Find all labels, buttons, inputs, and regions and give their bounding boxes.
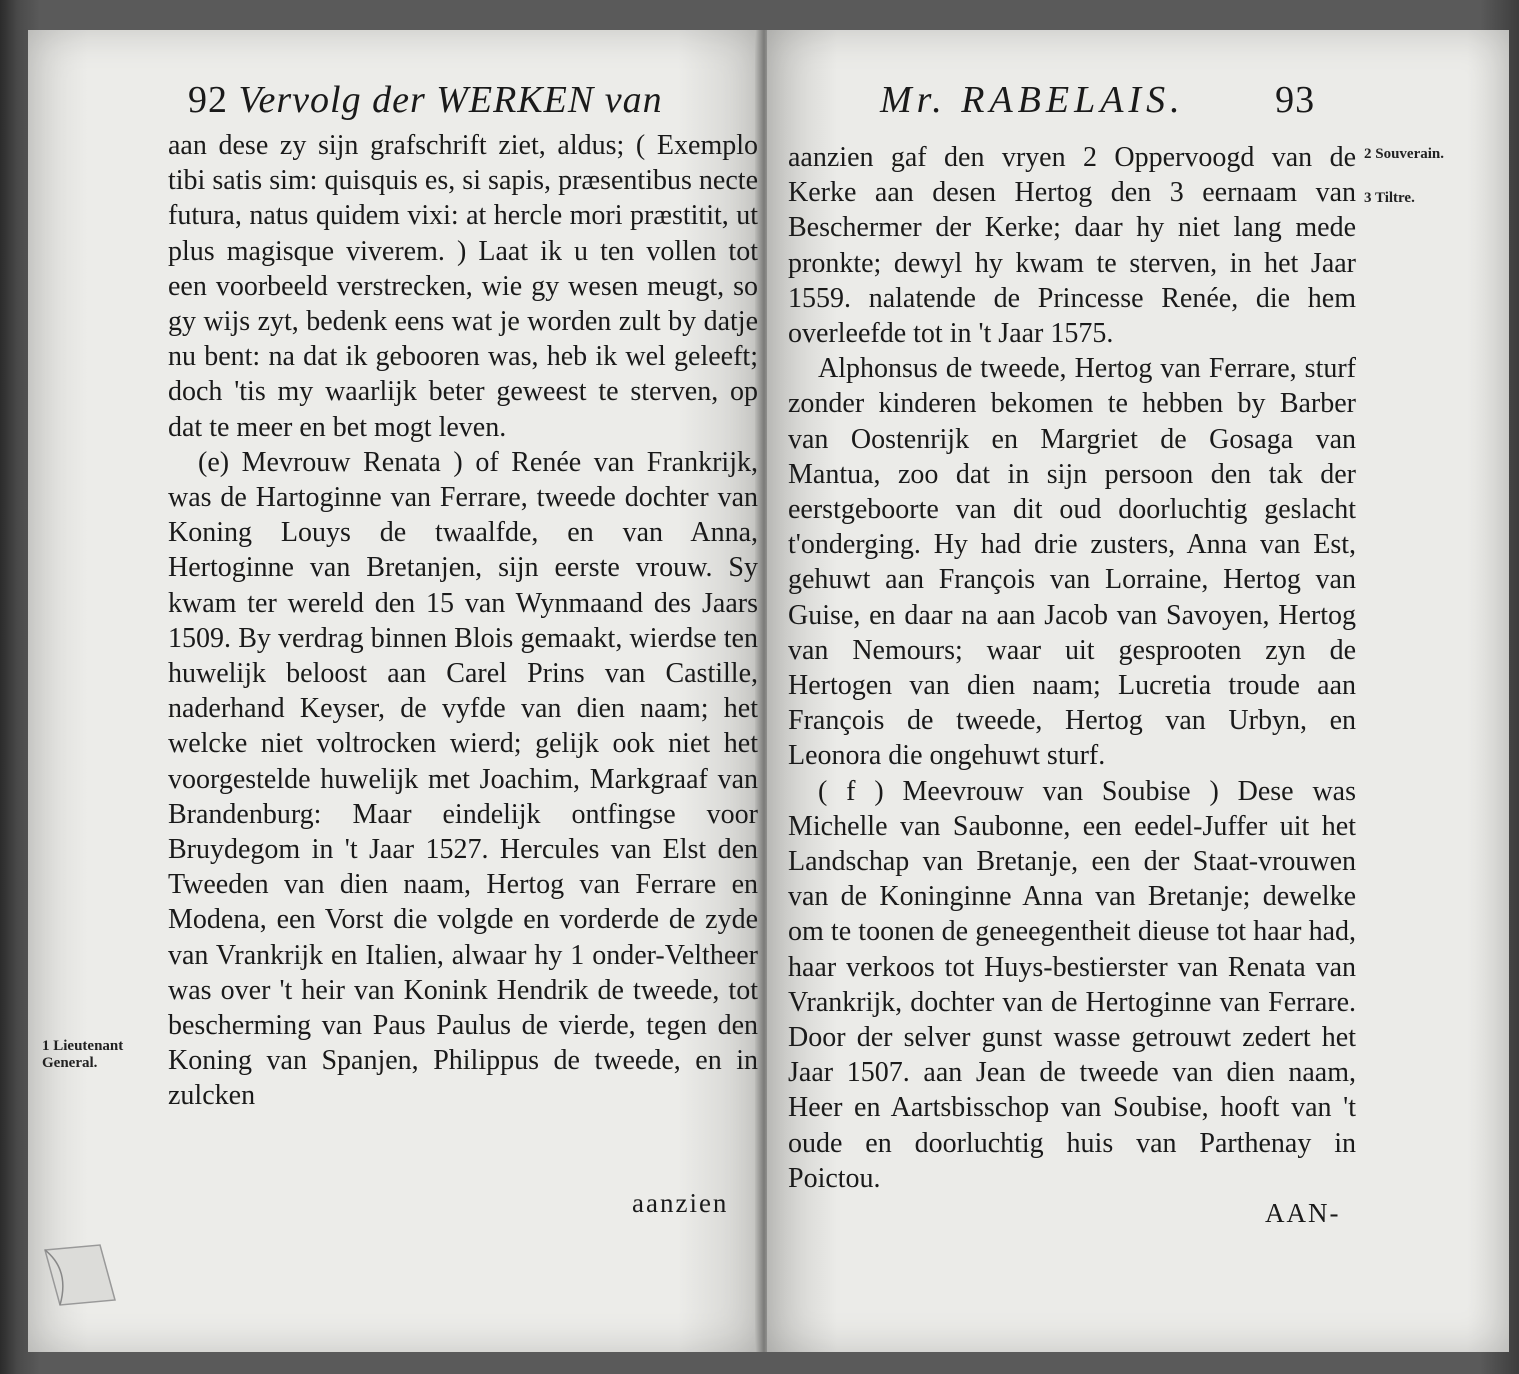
left-catchword: aanzien bbox=[632, 1188, 729, 1218]
right-page-number: 93 bbox=[1275, 79, 1316, 121]
page-curl-mark bbox=[40, 1240, 120, 1310]
right-catchword: AAN- bbox=[1265, 1198, 1341, 1228]
left-page-number: 92 bbox=[188, 79, 228, 121]
left-running-head-text: Vervolg der WERKEN van bbox=[238, 79, 663, 121]
left-page-body bbox=[168, 128, 758, 1114]
left-paragraph: aan dese zy sijn grafschrift ziet, aldus; ( Exemplo tibi satis sim: quisquis es, si sapis, præsentibus necte futura, natus quidem vixi: at hercle mori præstitit, ut plus magisque viverem. ) Laat ik u ten vollen tot een voorbeeld verstrecken, wie gy wesen meugt, so gy wijs zyt, bedenk eens wat je worden zult by datje nu bent: na dat ik gebooren was, heb ik wel geleeft; doch 'tis my waarlijk beter geweest te sterven, op dat te meer en bet mogt leven. bbox=[168, 130, 758, 443]
right-running-head-text: Mr. RABELAIS. bbox=[880, 79, 1185, 121]
right-page-body bbox=[788, 140, 1356, 1196]
left-margin-note: 1 Lieutenant General. bbox=[42, 1038, 124, 1071]
left-paragraph: (e) Mevrouw Renata ) of Renée van Frankrijk, was de Hartoginne van Ferrare, tweede dochter van Koning Louys de twaalfde, en van Anna, Hertoginne van Bretanjen, sijn eerste vrouw. Sy kwam ter wereld den 15 van Wynmaand des Jaars 1509. By verdrag binnen Blois gemaakt, wierdse ten huwelijk beloost aan Carel Prins van Castille, naderhand Keyser, de vyfde van dien naam; het welcke niet voltrocken wierd; gelijk ook niet het voorgestelde huwelijk met Joachim, Markgraaf van Brandenburg: Maar eindelijk ontfingse voor Bruydegom in 't Jaar 1527. Hercules van Elst den Tweeden van dien naam, Hertog van Ferrare en Modena, een Vorst die volgde en vorderde de zyde van Vrankrijk en Italien, alwaar hy 1 onder-Veltheer was over 't heir van Konink Hendrik de tweede, tot bescherming van Paus Paulus de vierde, tegen den Koning van Spanjen, Philippus de tweede, en in zulcken bbox=[168, 446, 758, 1112]
right-running-head bbox=[880, 78, 1315, 122]
right-margin-note-souverain: 2 Souverain. bbox=[1364, 146, 1445, 162]
right-paragraph: ( f ) Meevrouw van Soubise ) Dese was Michelle van Saubonne, een eedel-Juffer uit het Landschap van Bretanje, een der Staat-vrouwen van de Koninginne Anna van Bretanje; dewelke om te toonen de geneegentheit dieuse tot haar had, haar verkoos tot Huys-bestierster van Renata van Vrankrijk, dochter van de Hertoginne van Ferrare. Door der selver gunst wasse getrouwt zedert het Jaar 1507. aan Jean de tweede van dien naam, Heer en Aartsbisschop van Soubise, hooft van 't oude en doorluchtig huis van Parthenay in Poictou. bbox=[788, 775, 1356, 1194]
right-paragraph: Alphonsus de tweede, Hertog van Ferrare, sturf zonder kinderen bekomen te hebben by Barber van Oostenrijk en Margriet de Gosaga van Mantua, zoo dat in sijn persoon den tak der eerstgeboorte van dit oud doorluchtig geslacht t'onderging. Hy had drie zusters, Anna van Est, gehuwt aan François van Lorraine, Hertog van Guise, en daar na aan Jacob van Savoyen, Hertog van Nemours; waar uit gesprooten zyn de Hertogen van dien naam; Lucretia troude aan François de tweede, Hertog van Urbyn, en Leonora die ongehuwt sturf. bbox=[788, 353, 1356, 772]
right-margin-note-tiltre: 3 Tiltre. bbox=[1364, 190, 1415, 206]
left-running-head bbox=[188, 78, 663, 122]
right-paragraph: aanzien gaf den vryen 2 Oppervoogd van de Kerke aan desen Hertog den 3 eernaam van Beschermer der Kerke; daar hy niet lang mede pronkte; dewyl hy kwam te sterven, in het Jaar 1559. nalatende de Princesse Renée, die hem overleefde tot in 't Jaar 1575. bbox=[788, 142, 1356, 350]
